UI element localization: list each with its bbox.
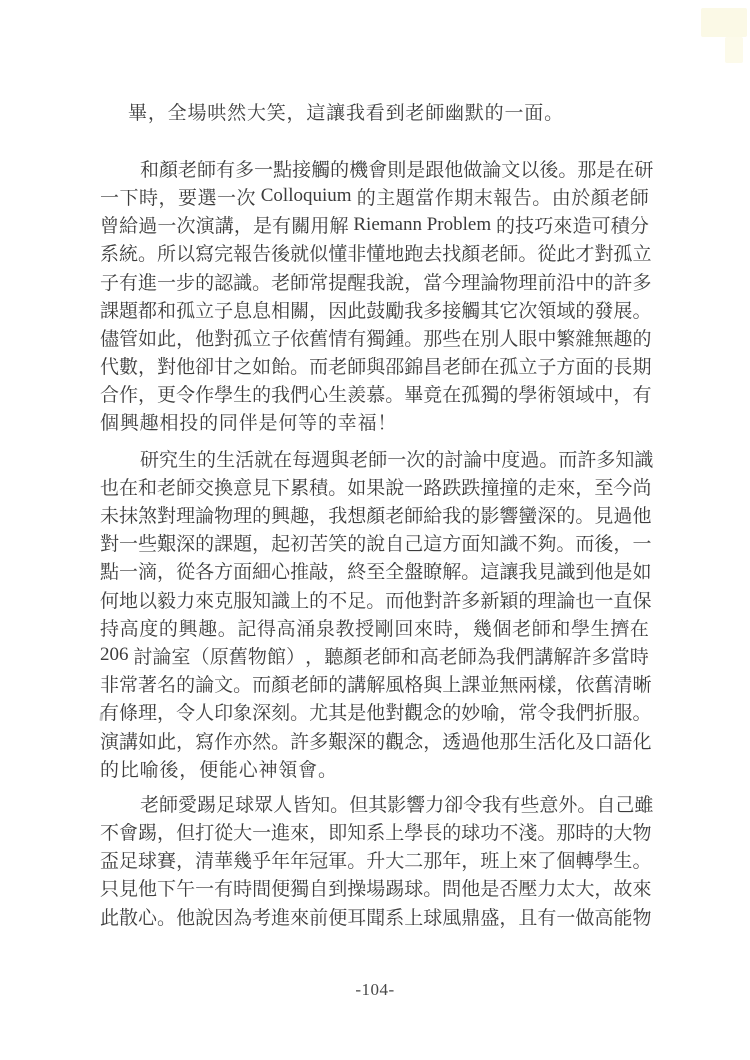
text-line: 和 顏 老 師 有 多 一 點 接 觸 的 機 會 則 是 跟 他 做 論 文 以 後 。 那 是 在 研	[140, 159, 654, 181]
text-line: 持 高 度 的 興 趣 。 記 得 高 涌 泉 教 授 剛 回 來 時 ， 幾 個 老 師 和 學 生 擠 在	[100, 618, 649, 640]
text-line: 盃 足 球 賽 ， 清 華 幾 乎 年 年 冠 軍 。 升 大 二 那 年 ， 班 上 來 了 個 轉 學 生 。	[100, 851, 652, 873]
page-number: -104-	[355, 980, 395, 999]
text-line: 有 條 理 ， 令 人 印 象 深 刻 。 尤 其 是 他 對 觀 念 的 妙 喻 ， 常 令 我 們 折 服 。	[100, 703, 652, 725]
text-line: 曾 給 過 一 次 演 講 ， 是 有 關 用 解 Riemann Problem 的 技 巧 來 造 可 積 分	[100, 213, 649, 238]
paragraph	[100, 97, 649, 125]
text-line: 何 地 以 毅 力 來 克 服 知 識 上 的 不 足 。 而 他 對 許 多 新 穎 的 理 論 也 一 直 保	[100, 590, 652, 612]
paragraph	[100, 154, 654, 436]
text-block	[100, 97, 654, 930]
text-line: 對 一 些 艱 深 的 課 題 ， 起 初 苦 笑 的 說 自 己 這 方 面 知 識 不 夠 。 而 後 ， 一	[100, 534, 652, 556]
text-line: 只 見 他 下 午 一 有 時 間 便 獨 自 到 操 場 踢 球 。 問 他 是 否 壓 力 太 大 ， 故 來	[100, 879, 652, 901]
text-line: 點 一 滴 ， 從 各 方 面 細 心 推 敲 ， 終 至 全 盤 瞭 解 。 這 讓 我 見 識 到 他 是 如	[100, 562, 652, 584]
text-line: 演 講 如 此 ， 寫 作 亦 然 。 許 多 艱 深 的 觀 念 ， 透 過 他 那 生 活 化 及 口 語 化	[100, 731, 652, 753]
text-line: 課 題 都 和 孤 立 子 息 息 相 關 ， 因 此 鼓 勵 我 多 接 觸 其 它 次 領 域 的 發 展 。	[100, 300, 652, 322]
text-line: 此 散 心 。 他 說 因 為 考 進 來 前 便 耳 聞 系 上 球 風 鼎 盛 ， 且 有 一 做 高 能 物	[100, 907, 652, 929]
paragraph	[100, 444, 654, 782]
text-line: 老 師 愛 踢 足 球 眾 人 皆 知 。 但 其 影 響 力 卻 令 我 有 些 意 外 。 自 己 雖	[140, 794, 654, 816]
text-line: 畢 ， 全 場 哄 然 大 笑 ， 這 讓 我 看 到 老 師 幽 默 的 一 面 。	[128, 102, 564, 124]
text-line: 代 數 ， 對 他 卻 甘 之 如 飴 。 而 老 師 與 邵 錦 昌 老 師 在 孤 立 子 方 面 的 長 期	[100, 357, 652, 379]
text-line: 合 作 ， 更 令 作 學 生 的 我 們 心 生 羨 慕 。 畢 竟 在 孤 獨 的 學 術 領 域 中 ， 有	[100, 385, 652, 407]
text-line: 研 究 生 的 生 活 就 在 每 週 與 老 師 一 次 的 討 論 中 度 過 。 而 許 多 知 識	[140, 449, 654, 471]
scan-artifact-corner	[701, 8, 747, 37]
text-line: 206 討 論 室 （ 原 舊 物 館 ） ， 聽 顏 老 師 和 高 老 師 為 我 們 講 解 許 多 當 時	[100, 644, 649, 668]
text-line: 的 比 喻 後 ， 便 能 心 神 領 會 。	[100, 759, 337, 781]
text-line: 子 有 進 一 步 的 認 識 。 老 師 常 提 醒 我 說 ， 當 今 理 論 物 理 前 沿 中 的 許 多	[100, 272, 652, 294]
text-line: 儘 管 如 此 ， 他 對 孤 立 子 依 舊 情 有 獨 鍾 。 那 些 在 別 人 眼 中 繁 雜 無 趣 的	[100, 328, 652, 350]
text-line: 系 統 。 所 以 寫 完 報 告 後 就 似 懂 非 懂 地 跑 去 找 顏 老 師 。 從 此 才 對 孤 立	[100, 244, 652, 266]
text-line: 非 常 著 名 的 論 文 。 而 顏 老 師 的 講 解 風 格 與 上 課 並 無 兩 樣 ， 依 舊 清 晰	[100, 675, 652, 697]
scan-artifact-corner	[725, 37, 743, 63]
text-line: 未 抹 煞 對 理 論 物 理 的 興 趣 ， 我 想 顏 老 師 給 我 的 影 響 蠻 深 的 。 見 過 他	[100, 506, 652, 528]
text-line: 一 下 時 ， 要 選 一 次 Colloquium 的 主 題 當 作 期 末 報 告 。 由 於 顏 老 師	[100, 185, 649, 209]
text-line: 個 興 趣 相 投 的 同 伴 是 何 等 的 幸 福 ！	[100, 413, 397, 435]
text-line: 也 在 和 老 師 交 換 意 見 下 累 積 。 如 果 說 一 路 跌 跌 撞 撞 的 走 來 ， 至 今 尚	[100, 477, 652, 499]
text-line: 不 會 踢 ， 但 打 從 大 一 進 來 ， 即 知 系 上 學 長 的 球 功 不 淺 。 那 時 的 大 物	[100, 823, 652, 845]
paragraph	[100, 789, 654, 930]
